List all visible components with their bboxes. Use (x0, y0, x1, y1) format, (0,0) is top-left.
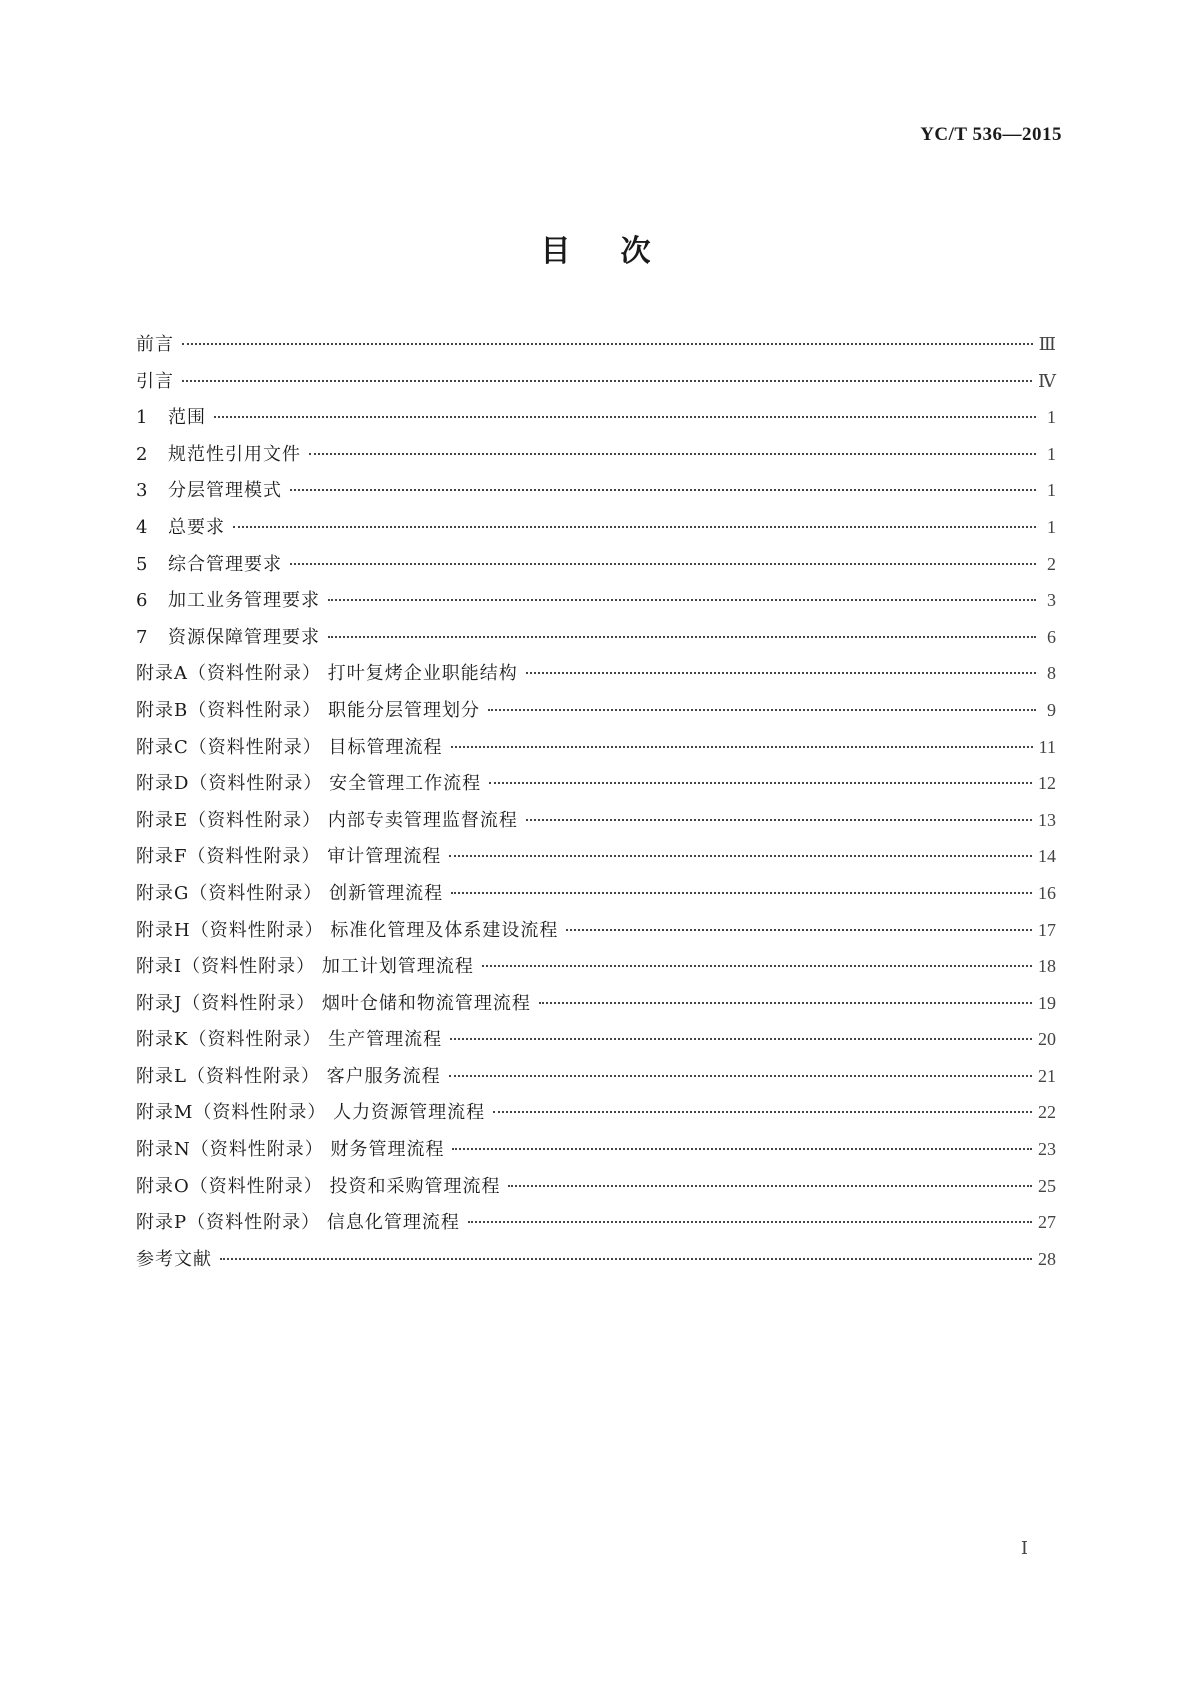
toc-entry-label: 规范性引用文件 (168, 443, 301, 465)
dot-leader (468, 1221, 1032, 1223)
toc-entry-label: 附录J（资料性附录） 烟叶仓储和物流管理流程 (136, 992, 531, 1014)
toc-entry-page: 20 (1038, 1029, 1056, 1050)
toc-entry[interactable] (136, 838, 1056, 875)
toc-entry[interactable] (136, 655, 1056, 692)
dot-leader (182, 343, 1033, 345)
toc-entry-page: 1 (1047, 443, 1056, 464)
toc-entry-page: 28 (1038, 1248, 1056, 1269)
toc-entry-label: 资源保障管理要求 (168, 626, 320, 648)
toc-entry[interactable] (136, 802, 1056, 839)
toc-entry-page: 23 (1038, 1139, 1056, 1160)
toc-entry-page: 8 (1047, 663, 1056, 684)
dot-leader (488, 709, 1036, 711)
dot-leader (452, 1148, 1032, 1150)
toc-entry-label: 附录G（资料性附录） 创新管理流程 (136, 882, 444, 904)
toc-entry-number: 6 (136, 590, 148, 612)
toc-entry-label: 参考文献 (136, 1248, 212, 1270)
toc-entry-page: 16 (1038, 882, 1056, 903)
toc-entry[interactable] (136, 729, 1056, 766)
toc-entry[interactable] (136, 546, 1056, 583)
dot-leader (526, 819, 1032, 821)
toc-entry[interactable] (136, 399, 1056, 436)
toc-entry-page: Ⅲ (1038, 334, 1056, 354)
dot-leader (328, 599, 1036, 601)
toc-entry-label: 附录A（资料性附录） 打叶复烤企业职能结构 (136, 663, 518, 685)
dot-leader (309, 453, 1036, 455)
toc-entry[interactable] (136, 1241, 1056, 1278)
standard-code: YC/T 536—2015 (920, 124, 1062, 145)
toc-entry[interactable] (136, 912, 1056, 949)
dot-leader (214, 416, 1036, 418)
toc-entry-page: 17 (1038, 919, 1056, 940)
toc-entry-page: 12 (1038, 773, 1056, 794)
dot-leader (449, 855, 1032, 857)
toc-entry-page: 3 (1047, 590, 1056, 611)
toc-entry[interactable] (136, 582, 1056, 619)
toc-entry-label: 附录P（资料性附录） 信息化管理流程 (136, 1212, 460, 1234)
dot-leader (451, 892, 1032, 894)
toc-entry[interactable] (136, 985, 1056, 1022)
toc-entry-label: 附录C（资料性附录） 目标管理流程 (136, 736, 443, 758)
toc-entry-label: 附录B（资料性附录） 职能分层管理划分 (136, 699, 480, 721)
toc-entry-page: 22 (1038, 1102, 1056, 1123)
dot-leader (450, 1038, 1032, 1040)
toc-entry[interactable] (136, 436, 1056, 473)
toc-entry-number: 3 (136, 480, 148, 502)
toc-entry[interactable] (136, 948, 1056, 985)
toc-entry[interactable] (136, 1204, 1056, 1241)
dot-leader (482, 965, 1032, 967)
toc-entry-page: 14 (1038, 846, 1056, 867)
toc-entry-number: 5 (136, 553, 148, 575)
toc-entry-label: 附录F（资料性附录） 审计管理流程 (136, 846, 442, 868)
dot-leader (526, 672, 1036, 674)
toc-entry[interactable] (136, 875, 1056, 912)
dot-leader (328, 636, 1036, 638)
toc-entry[interactable] (136, 1058, 1056, 1095)
toc-entry-page: 25 (1038, 1175, 1056, 1196)
toc-entry-page: 11 (1038, 736, 1056, 757)
toc-entry-number: 2 (136, 443, 148, 465)
toc-entry-number: 7 (136, 626, 148, 648)
toc-entry-page: 27 (1038, 1212, 1056, 1233)
toc-entry-label: 附录H（资料性附录） 标准化管理及体系建设流程 (136, 919, 559, 941)
toc-entry-label: 综合管理要求 (168, 553, 282, 575)
page-number: Ⅰ (1020, 1538, 1028, 1558)
dot-leader (489, 782, 1032, 784)
toc-entry-label: 引言 (136, 370, 174, 392)
toc-entry-number: 1 (136, 407, 148, 429)
toc-entry-label: 附录N（资料性附录） 财务管理流程 (136, 1139, 445, 1161)
toc-entry-page: 6 (1047, 626, 1056, 647)
toc-entry-page: 1 (1047, 516, 1056, 537)
dot-leader (451, 746, 1033, 748)
toc-entry-label: 附录D（资料性附录） 安全管理工作流程 (136, 773, 482, 795)
toc-entry-page: 13 (1038, 809, 1056, 830)
toc-entry-label: 总要求 (168, 516, 225, 538)
dot-leader (233, 526, 1036, 528)
toc-entry-label: 分层管理模式 (168, 480, 282, 502)
toc-entry[interactable] (136, 1131, 1056, 1168)
dot-leader (290, 563, 1036, 565)
toc-entry[interactable] (136, 619, 1056, 656)
toc-entry-page: 18 (1038, 956, 1056, 977)
toc-entry[interactable] (136, 765, 1056, 802)
toc-entry-page: 1 (1047, 407, 1056, 428)
toc-entry-label: 附录L（资料性附录） 客户服务流程 (136, 1065, 441, 1087)
toc-entry-label: 附录I（资料性附录） 加工计划管理流程 (136, 956, 474, 978)
dot-leader (182, 380, 1032, 382)
table-of-contents (136, 326, 1056, 1277)
toc-entry[interactable] (136, 509, 1056, 546)
toc-entry[interactable] (136, 1021, 1056, 1058)
toc-entry-label: 附录M（资料性附录） 人力资源管理流程 (136, 1102, 486, 1124)
dot-leader (290, 489, 1036, 491)
toc-entry-page: 9 (1047, 699, 1056, 720)
toc-entry-page: 1 (1047, 480, 1056, 501)
toc-entry[interactable] (136, 472, 1056, 509)
toc-entry-label: 附录E（资料性附录） 内部专卖管理监督流程 (136, 809, 518, 831)
toc-entry-label: 附录K（资料性附录） 生产管理流程 (136, 1029, 443, 1051)
page-title: 目次 (540, 234, 701, 269)
toc-entry[interactable] (136, 326, 1056, 363)
toc-entry-number: 4 (136, 516, 148, 538)
toc-entry[interactable] (136, 363, 1056, 400)
dot-leader (493, 1111, 1032, 1113)
dot-leader (508, 1185, 1032, 1187)
toc-entry[interactable] (136, 1168, 1056, 1205)
dot-leader (449, 1075, 1032, 1077)
toc-entry-page: 2 (1047, 553, 1056, 574)
toc-entry-label: 范围 (168, 407, 206, 429)
toc-entry-page: Ⅳ (1038, 370, 1056, 391)
toc-entry-label: 前言 (136, 334, 174, 355)
toc-entry-label: 附录O（资料性附录） 投资和采购管理流程 (136, 1175, 501, 1197)
toc-entry-page: 21 (1038, 1065, 1056, 1086)
dot-leader (220, 1258, 1032, 1260)
dot-leader (539, 1002, 1032, 1004)
dot-leader (566, 929, 1032, 931)
toc-entry-page: 19 (1038, 992, 1056, 1013)
toc-entry[interactable] (136, 692, 1056, 729)
toc-entry-label: 加工业务管理要求 (168, 590, 320, 612)
toc-entry[interactable] (136, 1094, 1056, 1131)
